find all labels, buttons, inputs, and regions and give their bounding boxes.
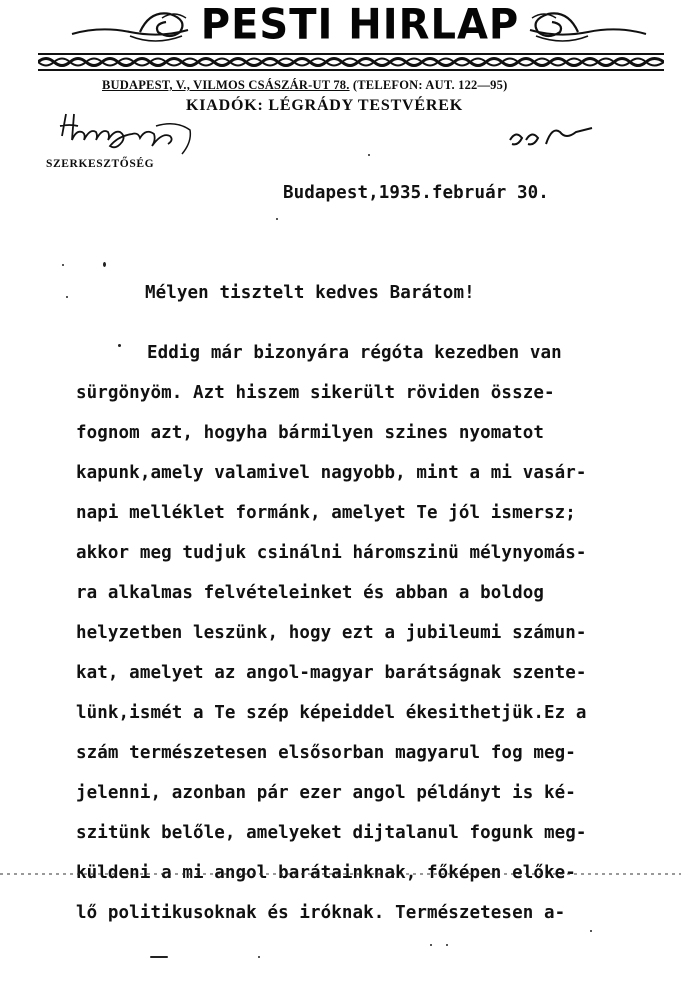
publisher-name: KIADÓK: LÉGRÁDY TESTVÉREK — [186, 97, 463, 114]
body-line: küldeni a mi angol barátainknak, főképen előke- — [76, 863, 576, 883]
body-line: kat, amelyet az angol-magyar barátságnak szente- — [76, 663, 587, 683]
body-line: jelenni, azonban pár ezer angol példányt is ké- — [76, 783, 576, 803]
scan-artifact — [62, 264, 64, 266]
scan-artifact — [118, 344, 121, 347]
body-line: helyzetben leszünk, hogy ezt a jubileumi számun- — [76, 623, 587, 643]
handwritten-mark — [506, 118, 596, 152]
scan-artifact — [66, 296, 68, 298]
left-ornament-icon — [70, 6, 190, 46]
street-address: BUDAPEST, V., VILMOS CSÁSZÁR-UT 78. — [102, 78, 350, 92]
publisher-address — [102, 78, 622, 94]
scan-artifact — [0, 873, 681, 875]
body-line: Eddig már bizonyára régóta kezedben van — [147, 343, 562, 363]
body-line: napi melléklet formánk, amelyet Te jól ismersz; — [76, 503, 576, 523]
body-line: sürgönyöm. Azt hiszem sikerült röviden össze- — [76, 383, 555, 403]
scan-artifact — [103, 262, 106, 267]
scan-artifact — [258, 956, 260, 958]
scan-artifact — [590, 930, 592, 932]
scan-artifact — [430, 944, 432, 946]
body-line: ra alkalmas felvételeinket és abban a boldog — [76, 583, 544, 603]
right-ornament-icon — [528, 6, 648, 46]
scan-artifact — [446, 944, 448, 946]
letter-date: Budapest,1935.február 30. — [283, 183, 549, 203]
body-line: kapunk,amely valamivel nagyobb, mint a mi vasár- — [76, 463, 587, 483]
body-line: szitünk belőle, amelyeket dijtalanul fogunk meg- — [76, 823, 587, 843]
body-line: lő politikusoknak és iróknak. Természetesen a- — [76, 903, 566, 923]
body-line: akkor meg tudjuk csinálni háromszinü mélynyomás- — [76, 543, 587, 563]
body-line: fognom azt, hogyha bármilyen szines nyomatot — [76, 423, 544, 443]
newspaper-title: PESTI HIRLAP — [200, 0, 520, 50]
salutation: Mélyen tisztelt kedves Barátom! — [145, 283, 475, 303]
scan-artifact — [150, 956, 168, 958]
ornamental-border — [38, 52, 664, 72]
telephone: (TELEFON: AUT. 122—95) — [352, 78, 508, 92]
body-line: szám természetesen elsősorban magyarul fog meg- — [76, 743, 576, 763]
handwritten-signature — [56, 106, 196, 156]
scan-artifact — [368, 154, 370, 156]
editorial-office-label: SZERKESZTŐSÉG — [46, 158, 155, 170]
body-line: lünk,ismét a Te szép képeiddel ékesithetjük.Ez a — [76, 703, 587, 723]
scan-artifact — [276, 218, 278, 220]
